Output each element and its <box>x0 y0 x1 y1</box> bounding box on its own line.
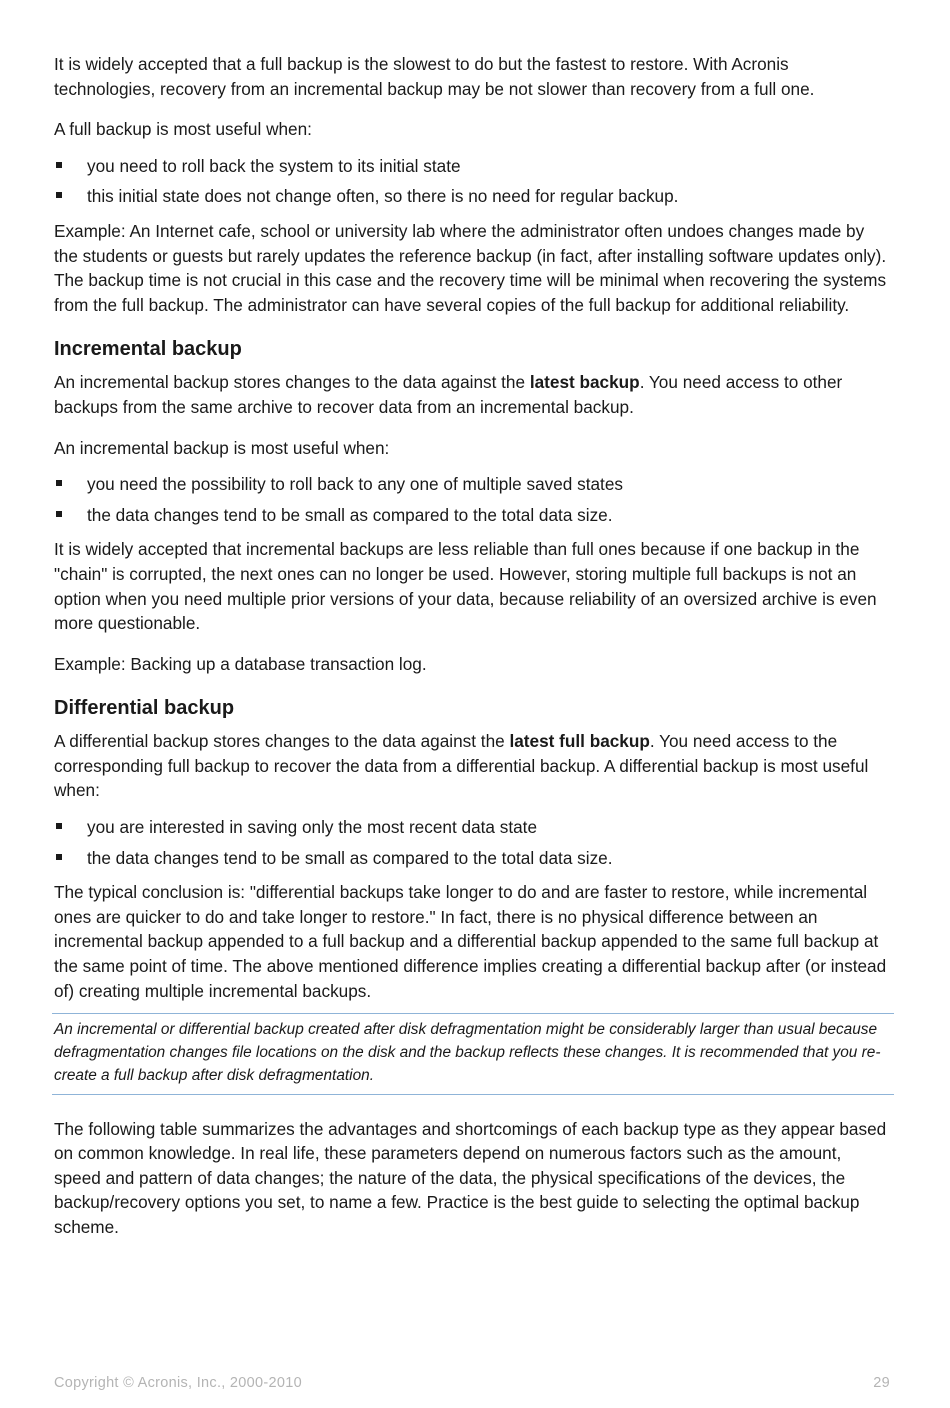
section-heading-incremental: Incremental backup <box>54 338 242 361</box>
differential-bullet-list <box>54 815 892 870</box>
full-backup-bullet-list <box>54 154 892 209</box>
full-backup-useful-when: A full backup is most useful when: <box>54 119 312 140</box>
differential-conclusion-paragraph: The typical conclusion is: "differential backups take longer to do and are faster to restore, while incremental ones are quicker to do and take longer to restore." In fact, there is no physical difference between an incremental backup appended to a full backup and a differential backup appended to the same full backup at the same point of time. The above mentioned difference implies creating a differential backup after (or instead of) creating multiple incremental backups. <box>54 882 887 1001</box>
copyright-text: Copyright © Acronis, Inc., 2000-2010 <box>54 1375 302 1391</box>
page-number: 29 <box>873 1375 890 1391</box>
bullet-icon <box>56 480 62 486</box>
incremental-definition: An incremental backup stores changes to the data against the latest backup. You need access to other backups from the same archive to recover data from an incremental backup. <box>54 372 843 417</box>
list-item: you need to roll back the system to its initial state <box>54 154 892 179</box>
bullet-icon <box>56 854 62 860</box>
bullet-icon <box>56 823 62 829</box>
list-item: the data changes tend to be small as compared to the total data size. <box>54 503 892 528</box>
list-item: the data changes tend to be small as compared to the total data size. <box>54 846 892 871</box>
section-heading-differential: Differential backup <box>54 697 235 720</box>
incremental-useful-when: An incremental backup is most useful when: <box>54 437 390 458</box>
document-page <box>54 52 892 1240</box>
note-box <box>52 1013 894 1094</box>
bullet-icon <box>56 162 62 168</box>
incremental-reliability-paragraph: It is widely accepted that incremental backups are less reliable than full ones because if one backup in the "chain" is corrupted, the next ones can no longer be used. However, storing multiple full backups is not an option when you need multiple prior versions of your data, because reliability of an oversized archive is even more questionable. <box>54 539 877 634</box>
note-text: An incremental or differential backup created after disk defragmentation might be considerably larger than usual because defragmentation changes file locations on the disk and the backup reflects these changes. It is recommended that you re-create a full backup after disk defragmentation. <box>54 1021 881 1084</box>
summary-paragraph: The following table summarizes the advantages and shortcomings of each backup type as they appear based on common knowledge. In real life, these parameters depend on numerous factors such as the amount, speed and pattern of data changes; the nature of the data, the physical specifications of the devices, the backup/recovery options you set, to name a few. Practice is the best guide to selecting the optimal backup scheme. <box>54 1118 887 1237</box>
bullet-icon <box>56 192 62 198</box>
full-backup-example: Example: An Internet cafe, school or university lab where the administrator often undoes changes made by the students or guests but rarely updates the reference backup (in fact, after installing software updates only). The backup time is not crucial in this case and the recovery time will be minimal when recovering the systems from the full backup. The administrator can have several copies of the full backup for additional reliability. <box>54 220 887 315</box>
list-item: you need the possibility to roll back to any one of multiple saved states <box>54 472 892 497</box>
list-item: this initial state does not change often, so there is no need for regular backup. <box>54 184 892 209</box>
page-footer <box>54 1375 890 1391</box>
differential-definition: A differential backup stores changes to the data against the latest full backup. You need access to the corresponding full backup to recover the data from a differential backup. A differential backup is most useful when: <box>54 731 869 801</box>
incremental-example: Example: Backing up a database transaction log. <box>54 653 427 674</box>
incremental-bullet-list <box>54 472 892 527</box>
bullet-icon <box>56 511 62 517</box>
list-item: you are interested in saving only the most recent data state <box>54 815 892 840</box>
intro-paragraph: It is widely accepted that a full backup is the slowest to do but the fastest to restore. With Acronis technologies, recovery from an incremental backup may be not slower than recovery from a full one. <box>54 54 815 99</box>
